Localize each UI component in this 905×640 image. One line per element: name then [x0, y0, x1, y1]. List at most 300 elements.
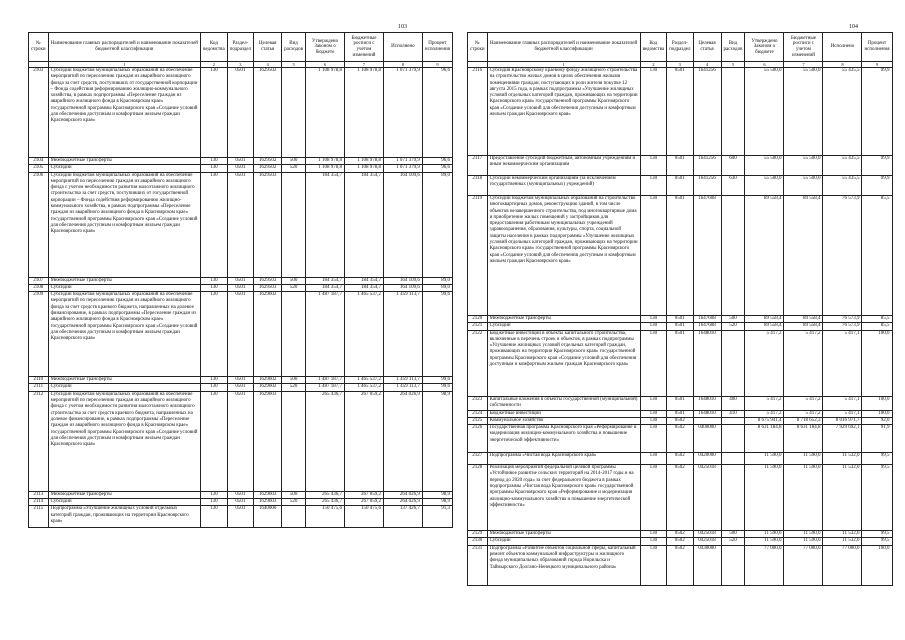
row-approved: 55 500,0 [745, 68, 784, 156]
table-row [468, 531, 893, 538]
row-executed: 55 435,5 [823, 176, 862, 196]
table-row [29, 172, 453, 277]
row-target: 1629503 [254, 277, 282, 284]
row-code-admin: 130 [201, 165, 228, 172]
row-target: 1641256 [693, 156, 721, 176]
row-target [693, 417, 721, 424]
row-percent: 98,9 [422, 491, 452, 498]
row-name: Субсидии [48, 165, 201, 172]
row-expense-type: 520 [721, 538, 745, 545]
row-percent: 99,6 [422, 292, 452, 377]
row-target: 1629603 [254, 491, 282, 498]
row-expense-type [282, 506, 306, 528]
row-target: 0425018 [693, 465, 721, 531]
row-expense-type: 500 [282, 277, 306, 284]
row-number: 2121 [468, 323, 488, 330]
row-percent: 85,5 [862, 316, 892, 323]
row-percent: 100,0 [862, 330, 892, 396]
row-approved: 265 436,7 [306, 391, 345, 491]
row-percent: 98,9 [422, 391, 452, 491]
column-number: 8 [383, 62, 422, 68]
row-target: 1629602 [254, 377, 282, 384]
row-percent: 99,5 [862, 453, 892, 465]
row-name: Субсидии некоммерческим организациям (за исключением государственных (муниципальных) учреждений) [487, 176, 640, 196]
row-name: Межбюджетные трансферты [48, 158, 201, 165]
row-expense-type [282, 391, 306, 491]
row-approved: 89 558,4 [745, 196, 784, 316]
row-plan: 89 558,4 [784, 196, 823, 316]
row-executed: 11 532,0 [823, 538, 862, 545]
row-name: Капитальные вложения в объекты государственной (муниципальной) собственности [487, 396, 640, 410]
row-number: 2107 [29, 277, 49, 284]
table-row [468, 176, 893, 196]
row-plan: 89 558,4 [784, 323, 823, 330]
row-approved: 1 108 978,8 [306, 165, 345, 172]
row-approved: 265 436,7 [306, 491, 345, 498]
row-approved: 89 558,4 [745, 316, 784, 323]
row-plan: 184 354,7 [345, 277, 384, 284]
header-name: Наименование главных распорядителей и наименование показателей бюджетной классификации [487, 33, 640, 62]
row-name: Государственная программа Красноярского края «Реформирование и модернизация жилищно-коммунального хозяйства и повышение энергетической эффективности» [487, 425, 640, 453]
row-plan: 5 417,2 [784, 330, 823, 396]
table-row [29, 284, 453, 291]
row-executed: 1 071 379,9 [383, 68, 422, 158]
row-number: 2130 [468, 538, 488, 545]
row-name: Субсидии [48, 384, 201, 391]
row-approved: 11 590,0 [745, 531, 784, 538]
row-approved: 8 675 941,4 [745, 417, 784, 424]
row-expense-type: 520 [282, 165, 306, 172]
row-approved: 89 558,4 [745, 323, 784, 330]
row-percent: 91,3 [422, 506, 452, 528]
table-row [29, 277, 453, 284]
row-name: Субсидии бюджетам муниципальных образований на строительство многоквартирных домов, реконструкцию зданий, в том числе объектов незавершенного строительства, под многоквартирные дома и приобретение жилых помещений у застройщиков для предоставления работникам муниципальных учреждений здравоохранения, образования, культуры, спорта, социальной защиты населения в рамках подпрограммы «Улучшение жилищных условий отдельных категорий граждан, проживающих на территории Красноярского края» государственной программы Красноярского края «Создание условий для обеспечения доступным и комфортным жильем граждан Красноярского края» [487, 196, 640, 316]
row-number: 2122 [468, 330, 488, 396]
table-row [468, 453, 893, 465]
table-row [29, 377, 453, 384]
row-code-admin: 130 [201, 292, 228, 377]
row-expense-type: 600 [721, 156, 745, 176]
row-plan: 184 354,7 [345, 172, 384, 277]
row-plan: 1 465 537,2 [345, 384, 384, 391]
row-executed: 1 071 379,9 [383, 165, 422, 172]
row-section: 0502 [667, 465, 693, 531]
row-approved: 1 487 187,7 [306, 384, 345, 391]
row-target: 1648010 [693, 410, 721, 417]
row-name: Субсидии бюджетам муниципальных образований на обеспечение мероприятий по переселению граждан из аварийного жилищного фонда за счет средств, поступивших от государственной корпорации – Фонда содействия реформированию жилищно-коммунального хозяйства, в рамках подпрограммы «Переселение граждан из аварийного жилищного фонда в Красноярском крае» государственной программы Красноярского края «Создание условий для обеспечения доступным и комфортным жильем граждан Красноярского края» [48, 68, 201, 158]
row-target: 1629502 [254, 68, 282, 158]
row-code-admin: 130 [640, 396, 667, 410]
row-plan: 1 465 537,2 [345, 377, 384, 384]
row-approved: 5 417,2 [745, 410, 784, 417]
header-plan: Бюджетные росписи с учетом изменений [345, 33, 384, 62]
row-plan: 1 108 978,8 [345, 158, 384, 165]
table-row [468, 538, 893, 545]
header-percent: Процент исполнения [422, 33, 452, 62]
row-percent: 98,9 [422, 499, 452, 506]
row-name: Подпрограмма «Развитие объектов социальной сферы, капитальный ремонт объектов коммунальной инфраструктуры и жилищного фонда муниципальных образований города Норильска и Таймырского Долгано-Ненецкого муниципального района» [487, 545, 640, 585]
row-executed: 164 109,6 [383, 172, 422, 277]
row-number: 2103 [29, 68, 49, 158]
row-expense-type [721, 417, 745, 424]
row-expense-type: 520 [282, 499, 306, 506]
row-executed: 76 573,9 [823, 323, 862, 330]
row-target: 1629502 [254, 165, 282, 172]
row-code-admin: 130 [201, 384, 228, 391]
budget-table [467, 32, 893, 586]
row-target: 0430000 [693, 545, 721, 585]
row-code-admin: 130 [640, 545, 667, 585]
row-plan: 1 108 978,8 [345, 68, 384, 158]
row-approved: 55 500,0 [745, 176, 784, 196]
header-executed: Исполнено [823, 33, 862, 62]
row-approved: 11 590,0 [745, 453, 784, 465]
row-approved: 8 631 184,8 [745, 425, 784, 453]
table-row [468, 68, 893, 156]
row-approved: 55 500,0 [745, 156, 784, 176]
row-name: Субсидии [48, 499, 201, 506]
row-expense-type [721, 545, 745, 585]
row-section: 0501 [227, 391, 253, 491]
row-executed: 77 000,0 [823, 545, 862, 585]
row-section: 0501 [227, 165, 253, 172]
row-code-admin: 130 [640, 410, 667, 417]
column-number: 7 [784, 62, 823, 68]
row-approved: 11 590,0 [745, 465, 784, 531]
row-approved: 11 590,0 [745, 538, 784, 545]
row-plan: 150 475,6 [345, 506, 384, 528]
row-number: 2108 [29, 284, 49, 291]
table-row [468, 396, 893, 410]
row-target: 0400000 [693, 425, 721, 453]
row-percent: 91,9 [862, 425, 892, 453]
row-number: 2112 [29, 391, 49, 491]
row-plan: 267 059,2 [345, 499, 384, 506]
row-expense-type: 400 [721, 396, 745, 410]
table-row [468, 545, 893, 585]
row-approved: 1 108 978,8 [306, 158, 345, 165]
row-name: Субсидии бюджетам муниципальных образований на обеспечение мероприятий по переселению граждан из аварийного жилищного фонда с учетом необходимости развития малоэтажного жилищного строительства за счет средств краевого бюджета, направленных на долевое финансирование, в рамках подпрограммы «Переселение граждан из аварийного жилищного фонда в Красноярском крае» государственной программы Красноярского края «Создание условий для обеспечения доступным и комфортным жильем граждан Красноярского края» [48, 391, 201, 491]
table-row [468, 196, 893, 316]
row-percent: 85,5 [862, 323, 892, 330]
page-number: 104 [849, 24, 858, 30]
row-plan: 55 500,0 [784, 68, 823, 156]
table-row [468, 465, 893, 531]
row-number: 2129 [468, 531, 488, 538]
row-executed: 7 929 692,1 [823, 425, 862, 453]
row-approved: 1 487 187,7 [306, 292, 345, 377]
row-percent: 89,0 [422, 284, 452, 291]
row-expense-type: 500 [721, 316, 745, 323]
row-name: Предоставление субсидий бюджетным, автономным учреждениям и иным некоммерческим организациям [487, 156, 640, 176]
row-percent: 99,5 [862, 538, 892, 545]
row-code-admin: 130 [640, 68, 667, 156]
row-executed: 5 417,1 [823, 410, 862, 417]
row-percent: 100,0 [862, 545, 892, 585]
table-row [468, 323, 893, 330]
table-row [468, 425, 893, 453]
row-name: Межбюджетные трансферты [487, 531, 640, 538]
row-percent: 100,0 [862, 410, 892, 417]
row-executed: 164 109,6 [383, 284, 422, 291]
table-row [468, 410, 893, 417]
column-number: 1 [487, 62, 640, 68]
row-executed: 55 435,5 [823, 68, 862, 156]
table-row [29, 292, 453, 377]
row-percent: 99,9 [862, 156, 892, 176]
row-percent: 99,5 [862, 531, 892, 538]
column-number: 5 [721, 62, 745, 68]
row-target: 1647608 [693, 316, 721, 323]
row-executed: 5 417,1 [823, 396, 862, 410]
header-plan: Бюджетные росписи с учетом изменений [784, 33, 823, 62]
row-number: 2117 [468, 156, 488, 176]
row-number: 2115 [29, 506, 49, 528]
header-target: Целевая статья [254, 33, 282, 62]
row-number: 2119 [468, 196, 488, 316]
row-code-admin: 130 [640, 531, 667, 538]
row-approved: 1 108 978,8 [306, 68, 345, 158]
header-name: Наименование главных распорядителей и наименование показателей бюджетной классификации [48, 33, 201, 62]
row-name: Межбюджетные трансферты [48, 377, 201, 384]
row-target: 1629503 [254, 172, 282, 277]
row-code-admin: 130 [640, 425, 667, 453]
header-target: Целевая статья [693, 33, 721, 62]
row-plan: 1 465 537,2 [345, 292, 384, 377]
row-code-admin: 130 [640, 176, 667, 196]
row-target: 1629603 [254, 391, 282, 491]
row-section: 0502 [667, 453, 693, 465]
row-expense-type [721, 453, 745, 465]
row-expense-type [721, 68, 745, 156]
row-approved: 184 354,7 [306, 284, 345, 291]
row-code-admin: 130 [640, 417, 667, 424]
row-expense-type: 520 [282, 284, 306, 291]
header-section: Раздел-подраздел [227, 33, 253, 62]
row-number: 2104 [29, 158, 49, 165]
row-expense-type [721, 465, 745, 531]
column-number: 2 [640, 62, 667, 68]
row-executed: 264 026,9 [383, 391, 422, 491]
row-target: 1629602 [254, 292, 282, 377]
row-section: 0502 [667, 425, 693, 453]
row-name: Коммунальное хозяйство [487, 417, 640, 424]
row-name: Подпрограмма «Чистая вода Красноярского края» [487, 453, 640, 465]
row-section: 0501 [227, 377, 253, 384]
row-name: Межбюджетные трансферты [48, 491, 201, 498]
row-target: 0425018 [693, 538, 721, 545]
row-percent: 85,5 [862, 196, 892, 316]
row-target: 1629502 [254, 158, 282, 165]
row-approved: 265 436,7 [306, 499, 345, 506]
row-percent: 99,9 [862, 68, 892, 156]
row-number: 2113 [29, 491, 49, 498]
row-number: 2111 [29, 384, 49, 391]
row-number: 2128 [468, 465, 488, 531]
row-name: Межбюджетные трансферты [48, 277, 201, 284]
row-name: Субсидии бюджетам муниципальных образований на обеспечение мероприятий по переселению граждан из аварийного жилищного фонда за счет средств краевого бюджета, направленных на долевое финансирование, в рамках подпрограммы «Переселение граждан из аварийного жилищного фонда в Красноярском крае» государственной программы Красноярского края «Создание условий для обеспечения доступным и комфортным жильем граждан Красноярского края» [48, 292, 201, 377]
row-plan: 8 631 184,8 [784, 425, 823, 453]
row-plan: 184 354,7 [345, 284, 384, 291]
row-plan: 55 500,0 [784, 176, 823, 196]
row-section: 0501 [227, 384, 253, 391]
row-section: 0501 [227, 491, 253, 498]
row-code-admin: 130 [201, 499, 228, 506]
row-section: 0501 [227, 158, 253, 165]
row-name: Бюджетные инвестиции в объекты капитального строительства, включенные в перечень строек и объектов, в рамках подпрограммы «Улучшение жилищных условий отдельных категорий граждан, проживающих на территории Красноярского края» государственной программы Красноярского края «Создание условий для обеспечения доступным и комфортным жильем граждан Красноярского края» [487, 330, 640, 396]
row-expense-type: 500 [282, 158, 306, 165]
row-code-admin: 130 [640, 538, 667, 545]
row-target: 0420000 [693, 453, 721, 465]
row-expense-type [721, 425, 745, 453]
column-number: 5 [282, 62, 306, 68]
row-section: 0501 [667, 323, 693, 330]
row-plan: 267 059,2 [345, 491, 384, 498]
header-expense-type: Вид расходов [282, 33, 306, 62]
row-section: 0501 [667, 330, 693, 396]
row-target: 1641256 [693, 68, 721, 156]
row-code-admin: 130 [640, 330, 667, 396]
row-code-admin: 130 [640, 453, 667, 465]
row-target: 1629603 [254, 499, 282, 506]
row-number: 2118 [468, 176, 488, 196]
row-percent: 99,6 [422, 377, 452, 384]
row-plan: 11 590,0 [784, 453, 823, 465]
row-plan: 55 500,0 [784, 156, 823, 176]
column-number: 7 [345, 62, 384, 68]
header-approved: Утверждено Законом о бюджете [306, 33, 345, 62]
row-approved: 5 417,2 [745, 396, 784, 410]
row-approved: 184 354,7 [306, 277, 345, 284]
row-section: 0501 [227, 499, 253, 506]
row-plan: 11 590,0 [784, 465, 823, 531]
row-plan: 77 000,0 [784, 545, 823, 585]
header-executed: Исполнено [383, 33, 422, 62]
row-code-admin: 130 [201, 172, 228, 277]
table-row [468, 417, 893, 424]
row-target: 1648010 [693, 396, 721, 410]
table-row [468, 330, 893, 396]
column-number: 4 [693, 62, 721, 68]
row-expense-type: 410 [721, 410, 745, 417]
row-percent: 99,5 [862, 465, 892, 531]
row-executed: 1 459 113,7 [383, 292, 422, 377]
column-number: 9 [862, 62, 892, 68]
header-row-no: № строки [468, 33, 488, 62]
row-target: 1647608 [693, 323, 721, 330]
row-target: 1647608 [693, 196, 721, 316]
header-percent: Процент исполнения [862, 33, 892, 62]
row-section: 0501 [667, 316, 693, 323]
row-percent: 96,6 [422, 68, 452, 158]
row-expense-type [282, 292, 306, 377]
row-percent: 89,0 [422, 277, 452, 284]
row-number: 2127 [468, 453, 488, 465]
table-row [29, 165, 453, 172]
row-code-admin: 130 [640, 465, 667, 531]
row-executed: 264 026,9 [383, 491, 422, 498]
row-section: 0502 [667, 417, 693, 424]
column-number: 6 [306, 62, 345, 68]
row-section: 0501 [667, 196, 693, 316]
column-number: 8 [823, 62, 862, 68]
row-section: 0501 [667, 396, 693, 410]
row-expense-type: 520 [282, 384, 306, 391]
row-number: 2123 [468, 396, 488, 410]
row-executed: 1 071 379,9 [383, 158, 422, 165]
row-approved: 5 417,2 [745, 330, 784, 396]
row-target: 1629503 [254, 284, 282, 291]
row-number: 2120 [468, 316, 488, 323]
row-section: 0501 [227, 277, 253, 284]
row-number: 2125 [468, 417, 488, 424]
column-number: 9 [422, 62, 452, 68]
row-executed: 8 016 971,7 [823, 417, 862, 424]
row-code-admin: 130 [201, 158, 228, 165]
header-code-admin: Код ведомства [201, 33, 228, 62]
header-expense-type: Вид расходов [721, 33, 745, 62]
row-executed: 164 109,6 [383, 277, 422, 284]
table-row [29, 506, 453, 528]
row-number: 2109 [29, 292, 49, 377]
row-code-admin: 130 [640, 156, 667, 176]
row-executed: 76 573,9 [823, 196, 862, 316]
row-code-admin: 130 [201, 506, 228, 528]
row-code-admin: 130 [640, 196, 667, 316]
row-number: 2105 [29, 165, 49, 172]
row-section: 0501 [227, 172, 253, 277]
row-code-admin: 130 [201, 391, 228, 491]
table-row [29, 491, 453, 498]
table-row [29, 499, 453, 506]
table-row [468, 156, 893, 176]
row-approved: 184 354,7 [306, 172, 345, 277]
row-section: 0501 [227, 506, 253, 528]
row-section: 0502 [667, 538, 693, 545]
row-plan: 1 108 978,8 [345, 165, 384, 172]
row-expense-type [721, 196, 745, 316]
row-number: 2106 [29, 172, 49, 277]
row-executed: 1 459 113,7 [383, 384, 422, 391]
table-row [29, 158, 453, 165]
row-expense-type: 500 [282, 491, 306, 498]
header-approved: Утверждено Законом о бюджете [745, 33, 784, 62]
row-target: 1648010 [693, 330, 721, 396]
column-number: 4 [254, 62, 282, 68]
row-name: Субсидии [48, 284, 201, 291]
row-plan: 11 590,0 [784, 538, 823, 545]
row-code-admin: 130 [201, 68, 228, 158]
row-plan: 5 417,2 [784, 410, 823, 417]
row-number: 2131 [468, 545, 488, 585]
row-percent: 89,0 [422, 172, 452, 277]
row-code-admin: 130 [640, 316, 667, 323]
row-code-admin: 130 [640, 323, 667, 330]
row-executed: 11 532,0 [823, 531, 862, 538]
table-row [468, 316, 893, 323]
column-number: 3 [667, 62, 693, 68]
row-expense-type: 500 [721, 531, 745, 538]
row-name: Подпрограмма «Улучшение жилищных условий отдельных категорий граждан, проживающих на территории Красноярского края» [48, 506, 201, 528]
row-code-admin: 130 [201, 284, 228, 291]
row-executed: 1 459 113,7 [383, 377, 422, 384]
column-number: 2 [201, 62, 228, 68]
row-expense-type: 630 [721, 176, 745, 196]
row-executed: 55 435,5 [823, 156, 862, 176]
row-plan: 89 558,4 [784, 316, 823, 323]
row-name: Субсидии [487, 538, 640, 545]
table-row [29, 68, 453, 158]
